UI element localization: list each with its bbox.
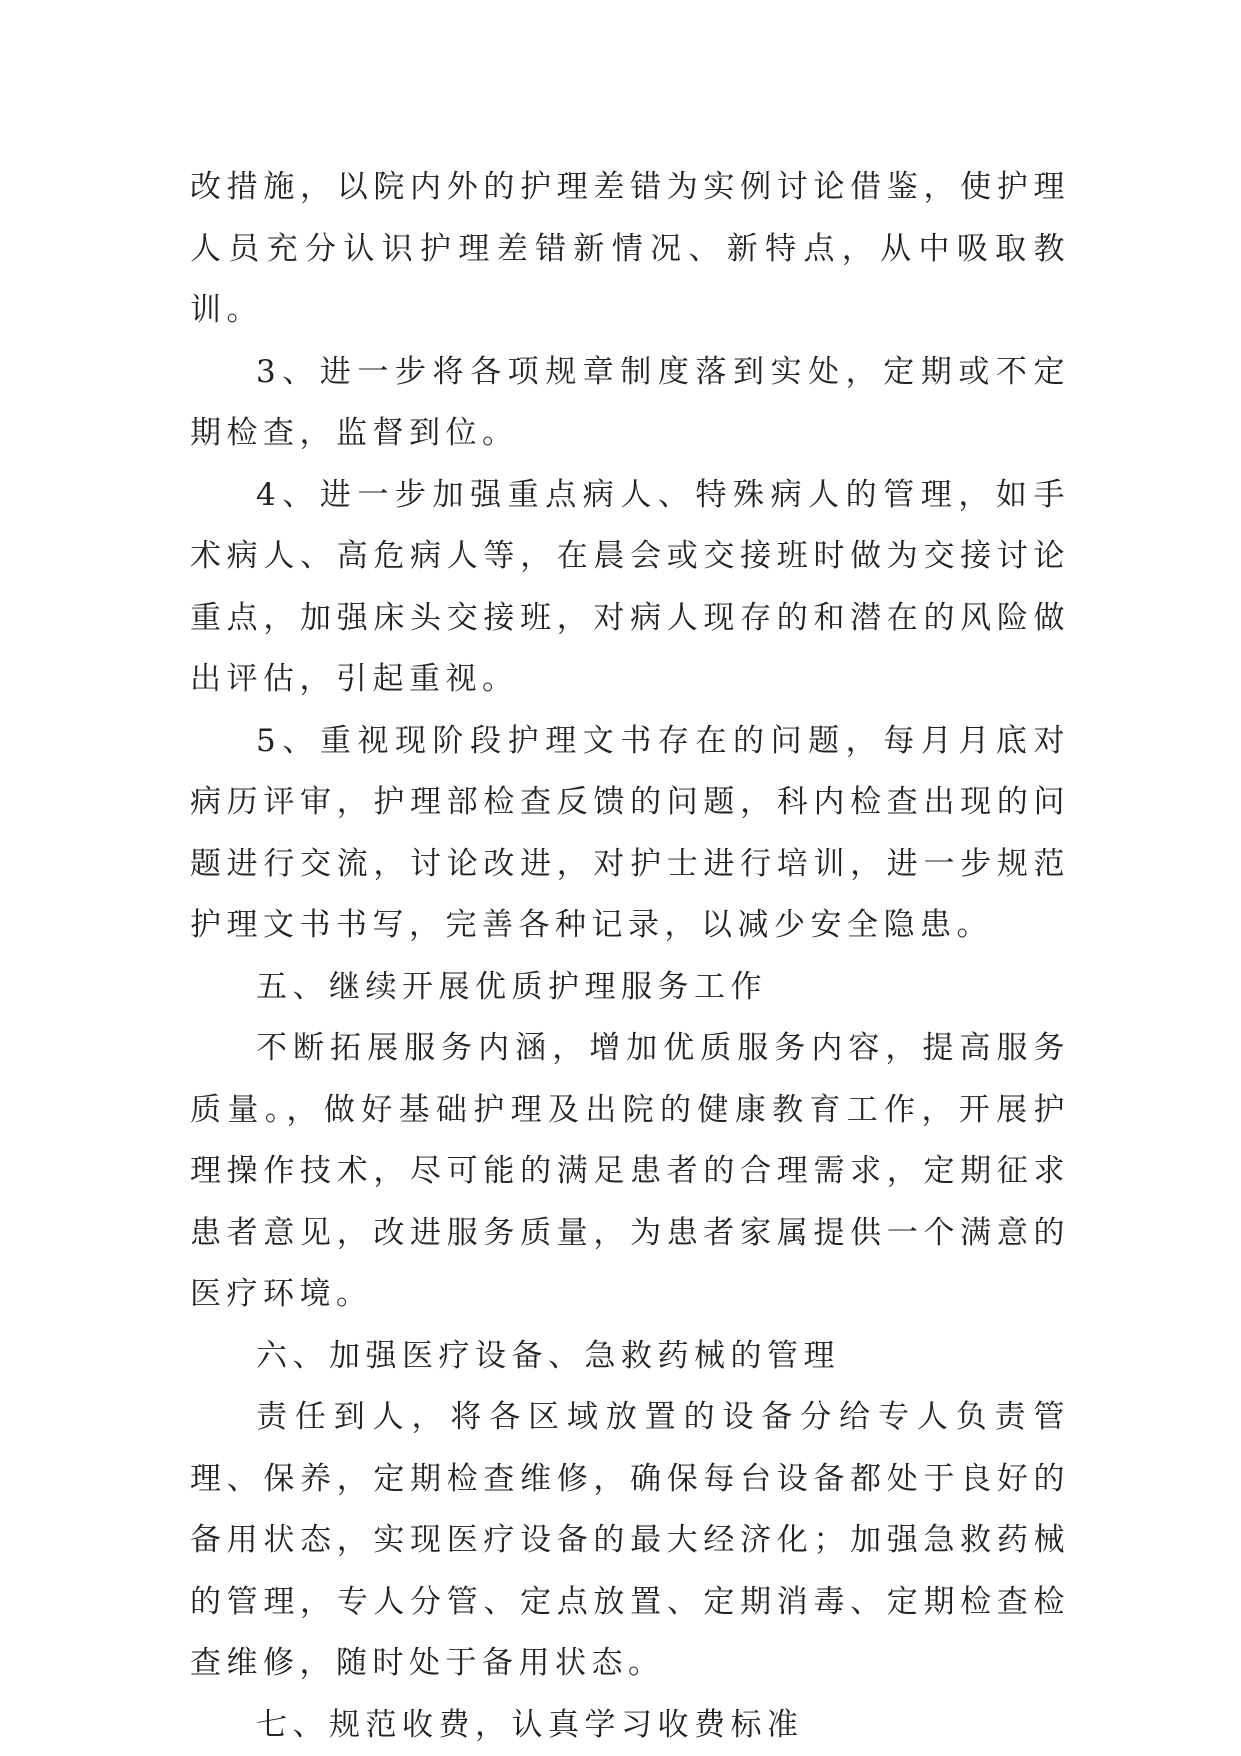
paragraph-item-3: 3、进一步将各项规章制度落到实处，定期或不定期检查，监督到位。 — [190, 342, 1070, 465]
paragraph-continuation: 改措施，以院内外的护理差错为实例讨论借鉴，使护理人员充分认识护理差错新情况、新特点，从中吸取教训。 — [190, 157, 1070, 342]
paragraph-item-4: 4、进一步加强重点病人、特殊病人的管理，如手术病人、高危病人等，在晨会或交接班时做为交接讨论重点，加强床头交接班，对病人现存的和潜在的风险做出评估，引起重视。 — [190, 465, 1070, 711]
paragraph-section-6-body: 责任到人，将各区域放置的设备分给专人负责管理、保养，定期检查维修，确保每台设备都处于良好的备用状态，实现医疗设备的最大经济化；加强急救药械的管理，专人分管、定点放置、定期消毒、定期检查检查维修，随时处于备用状态。 — [190, 1387, 1070, 1695]
section-heading-7: 七、规范收费，认真学习收费标准 — [190, 1695, 1070, 1756]
paragraph-item-5: 5、重视现阶段护理文书存在的问题，每月月底对病历评审，护理部检查反馈的问题，科内检查出现的问题进行交流，讨论改进，对护士进行培训，进一步规范护理文书书写，完善各种记录，以减少安全隐患。 — [190, 711, 1070, 957]
section-heading-6: 六、加强医疗设备、急救药械的管理 — [190, 1326, 1070, 1388]
paragraph-section-5-body: 不断拓展服务内涵，增加优质服务内容，提高服务质量。，做好基础护理及出院的健康教育工作，开展护理操作技术，尽可能的满足患者的合理需求，定期征求患者意见，改进服务质量，为患者家属提供一个满意的医疗环境。 — [190, 1018, 1070, 1326]
section-heading-5: 五、继续开展优质护理服务工作 — [190, 957, 1070, 1019]
document-body — [190, 157, 1070, 1756]
